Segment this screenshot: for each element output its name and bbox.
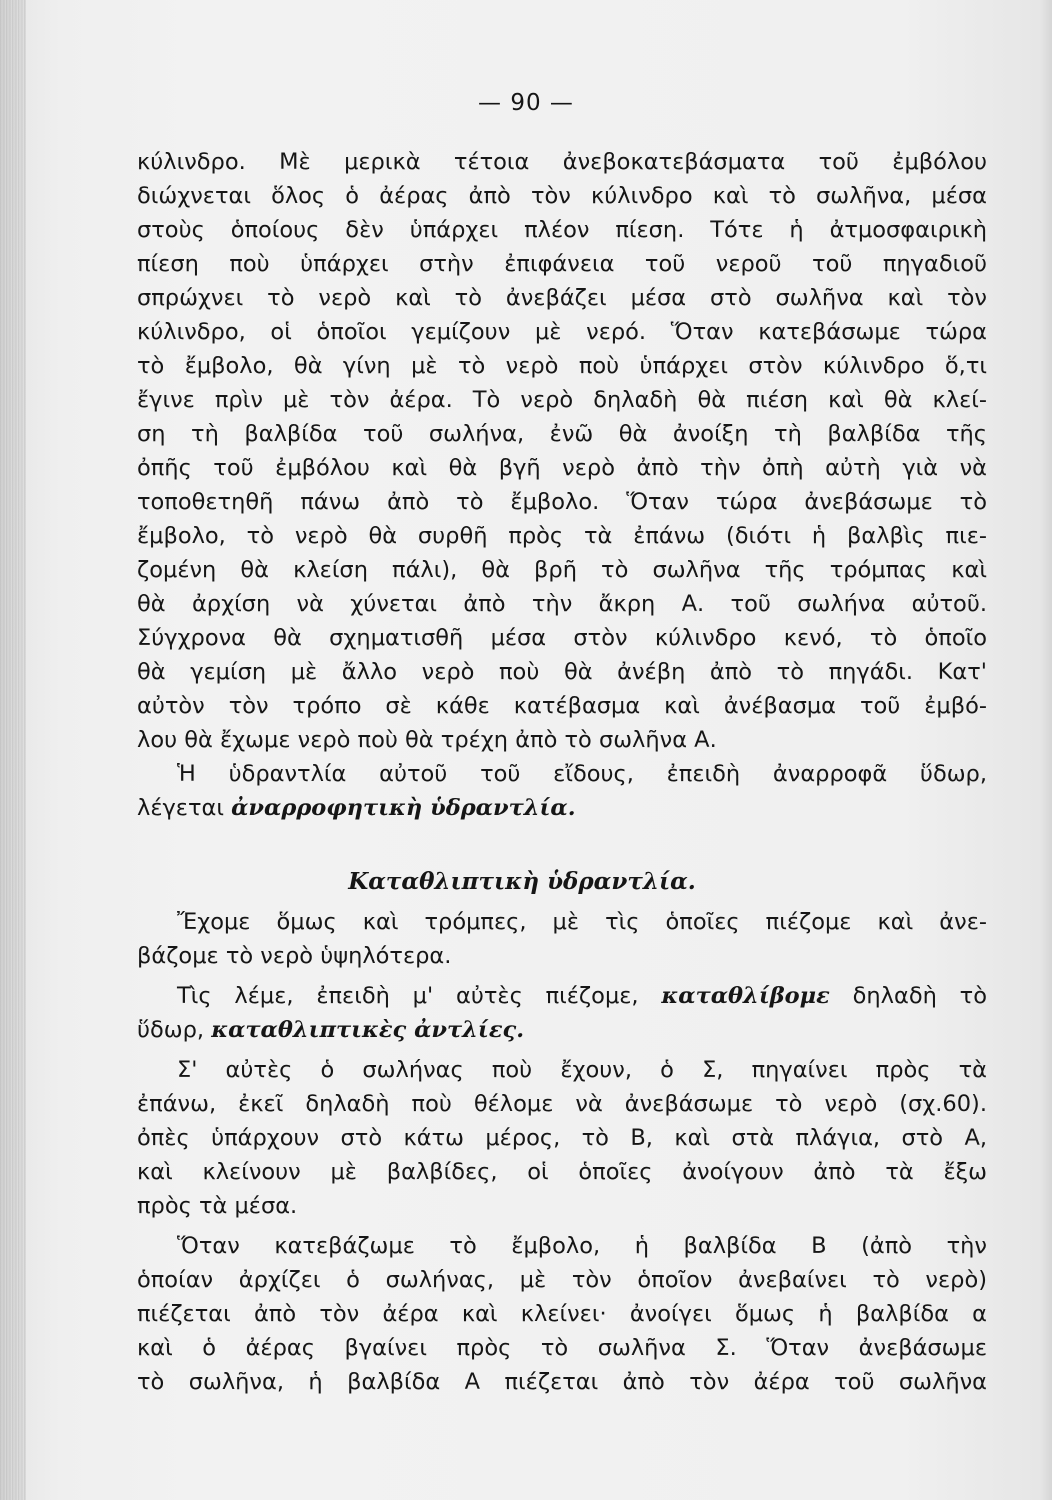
text-line: σπρώχνει τὸ νερὸ καὶ τὸ ἀνεβάζει μέσα στὸ σωλῆνα καὶ τὸν — [137, 285, 987, 311]
text-line — [137, 791, 987, 825]
text-line — [137, 979, 987, 1013]
text-line: λου θὰ ἔχωμε νερὸ ποὺ θὰ τρέχη ἀπὸ τὸ σωλῆνα Α. — [137, 727, 717, 753]
text-line: κύλινδρο. Μὲ μερικὰ τέτοια ἀνεβοκατεβάσματα τοῦ ἐμβόλου — [137, 149, 987, 175]
text-line: καὶ ὁ ἀέρας βγαίνει πρὸς τὸ σωλῆνα Σ. Ὅταν ἀνεβάσωμε — [137, 1335, 987, 1361]
text-line: Ὅταν κατεβάζωμε τὸ ἔμβολο, ἡ βαλβίδα Β (ἀπὸ τὴν — [177, 1233, 987, 1259]
text-line: τοποθετηθῆ πάνω ἀπὸ τὸ ἔμβολο. Ὅταν τώρα ἀνεβάσωμε τὸ — [137, 489, 987, 515]
text-line: διώχνεται ὅλος ὁ ἀέρας ἀπὸ τὸν κύλινδρο καὶ τὸ σωλῆνα, μέσα — [137, 183, 987, 209]
page-number: — 90 — — [478, 90, 574, 116]
text-line: ζομένη θὰ κλείση πάλι), θὰ βρῆ τὸ σωλῆνα τῆς τρόμπας καὶ — [137, 557, 987, 583]
text-line: Ἡ ὑδραντλία αὐτοῦ τοῦ εἴδους, ἐπειδὴ ἀναρροφᾶ ὕδωρ, — [177, 761, 987, 787]
term-anarrofitiki: ἀναρροφητικὴ ὑδραντλία. — [231, 795, 576, 821]
text-line: στοὺς ὁποίους δὲν ὑπάρχει πλέον πίεση. Τότε ἡ ἀτμοσφαιρικὴ — [137, 217, 987, 243]
spacer — [137, 825, 987, 865]
page-edge-shadow — [0, 0, 26, 1500]
text-line — [137, 1013, 987, 1047]
text-span: δηλαδὴ τὸ — [829, 983, 987, 1009]
text-line: πίεση ποὺ ὑπάρχει στὴν ἐπιφάνεια τοῦ νεροῦ τοῦ πηγαδιοῦ — [137, 251, 987, 277]
body-text — [137, 145, 987, 1399]
text-line: ὀπῆς τοῦ ἐμβόλου καὶ θὰ βγῆ νερὸ ἀπὸ τὴν ὀπὴ αὐτὴ γιὰ νὰ — [137, 455, 987, 481]
text-line: πρὸς τὰ μέσα. — [137, 1193, 298, 1219]
text-line: ἐπάνω, ἐκεῖ δηλαδὴ ποὺ θέλομε νὰ ἀνεβάσωμε τὸ νερὸ (σχ.60). — [137, 1091, 987, 1117]
text-line: καὶ κλείνουν μὲ βαλβίδες, οἱ ὁποῖες ἀνοίγουν ἀπὸ τὰ ἔξω — [137, 1159, 987, 1185]
text-span: λέγεται — [137, 795, 232, 821]
text-line: θὰ ἀρχίση νὰ χύνεται ἀπὸ τὴν ἄκρη Α. τοῦ σωλήνα αὐτοῦ. — [137, 591, 987, 617]
text-line: πιέζεται ἀπὸ τὸν ἀέρα καὶ κλείνει· ἀνοίγει ὅμως ἡ βαλβίδα α — [137, 1301, 987, 1327]
paragraph-2 — [137, 757, 987, 825]
text-line: κύλινδρο, οἱ ὁποῖοι γεμίζουν μὲ νερό. Ὅταν κατεβάσωμε τώρα — [137, 319, 987, 345]
paragraph-4 — [137, 979, 987, 1047]
term-katathliptikes: καταθλιπτικὲς ἀντλίες. — [211, 1017, 525, 1043]
text-span: Τὶς λέμε, ἐπειδὴ μ' αὐτὲς πιέζομε, — [177, 983, 662, 1009]
text-line: ὁποίαν ἀρχίζει ὁ σωλήνας, μὲ τὸν ὁποῖον ἀνεβαίνει τὸ νερὸ) — [137, 1267, 987, 1293]
text-line: βάζομε τὸ νερὸ ὑψηλότερα. — [137, 943, 452, 969]
text-line: θὰ γεμίση μὲ ἄλλο νερὸ ποὺ θὰ ἀνέβη ἀπὸ τὸ πηγάδι. Κατ' — [137, 659, 987, 685]
text-line: ση τὴ βαλβίδα τοῦ σωλήνα, ἐνῶ θὰ ἀνοίξη τὴ βαλβίδα τῆς — [137, 421, 987, 447]
text-line: ἔγινε πρὶν μὲ τὸν ἀέρα. Τὸ νερὸ δηλαδὴ θὰ πιέση καὶ θὰ κλεί- — [137, 387, 987, 413]
text-line: Ἔχομε ὅμως καὶ τρόμπες, μὲ τὶς ὁποῖες πιέζομε καὶ ἀνε- — [177, 909, 987, 935]
section-heading: Καταθλιπτικὴ ὑδραντλία. — [348, 868, 696, 895]
paragraph-3 — [137, 905, 987, 973]
text-line: Σ' αὐτὲς ὁ σωλήνας ποὺ ἔχουν, ὁ Σ, πηγαίνει πρὸς τὰ — [177, 1057, 987, 1083]
term-katathlivome: καταθλίβομε — [661, 983, 830, 1009]
text-line: αὐτὸν τὸν τρόπο σὲ κάθε κατέβασμα καὶ ἀνέβασμα τοῦ ἐμβό- — [137, 693, 987, 719]
text-line: τὸ ἔμβολο, θὰ γίνη μὲ τὸ νερὸ ποὺ ὑπάρχει στὸν κύλινδρο ὅ,τι — [137, 353, 987, 379]
text-span: ὕδωρ, — [137, 1017, 212, 1043]
text-line: Σύγχρονα θὰ σχηματισθῆ μέσα στὸν κύλινδρο κενό, τὸ ὁποῖο — [137, 625, 987, 651]
paragraph-6 — [137, 1229, 987, 1399]
paragraph-5 — [137, 1053, 987, 1223]
text-line: ἔμβολο, τὸ νερὸ θὰ συρθῆ πρὸς τὰ ἐπάνω (διότι ἡ βαλβὶς πιε- — [137, 523, 987, 549]
text-line: τὸ σωλῆνα, ἡ βαλβίδα Α πιέζεται ἀπὸ τὸν ἀέρα τοῦ σωλῆνα — [137, 1369, 987, 1395]
paragraph-1 — [137, 145, 987, 757]
text-line: ὀπὲς ὑπάρχουν στὸ κάτω μέρος, τὸ Β, καὶ στὰ πλάγια, στὸ Α, — [137, 1125, 987, 1151]
